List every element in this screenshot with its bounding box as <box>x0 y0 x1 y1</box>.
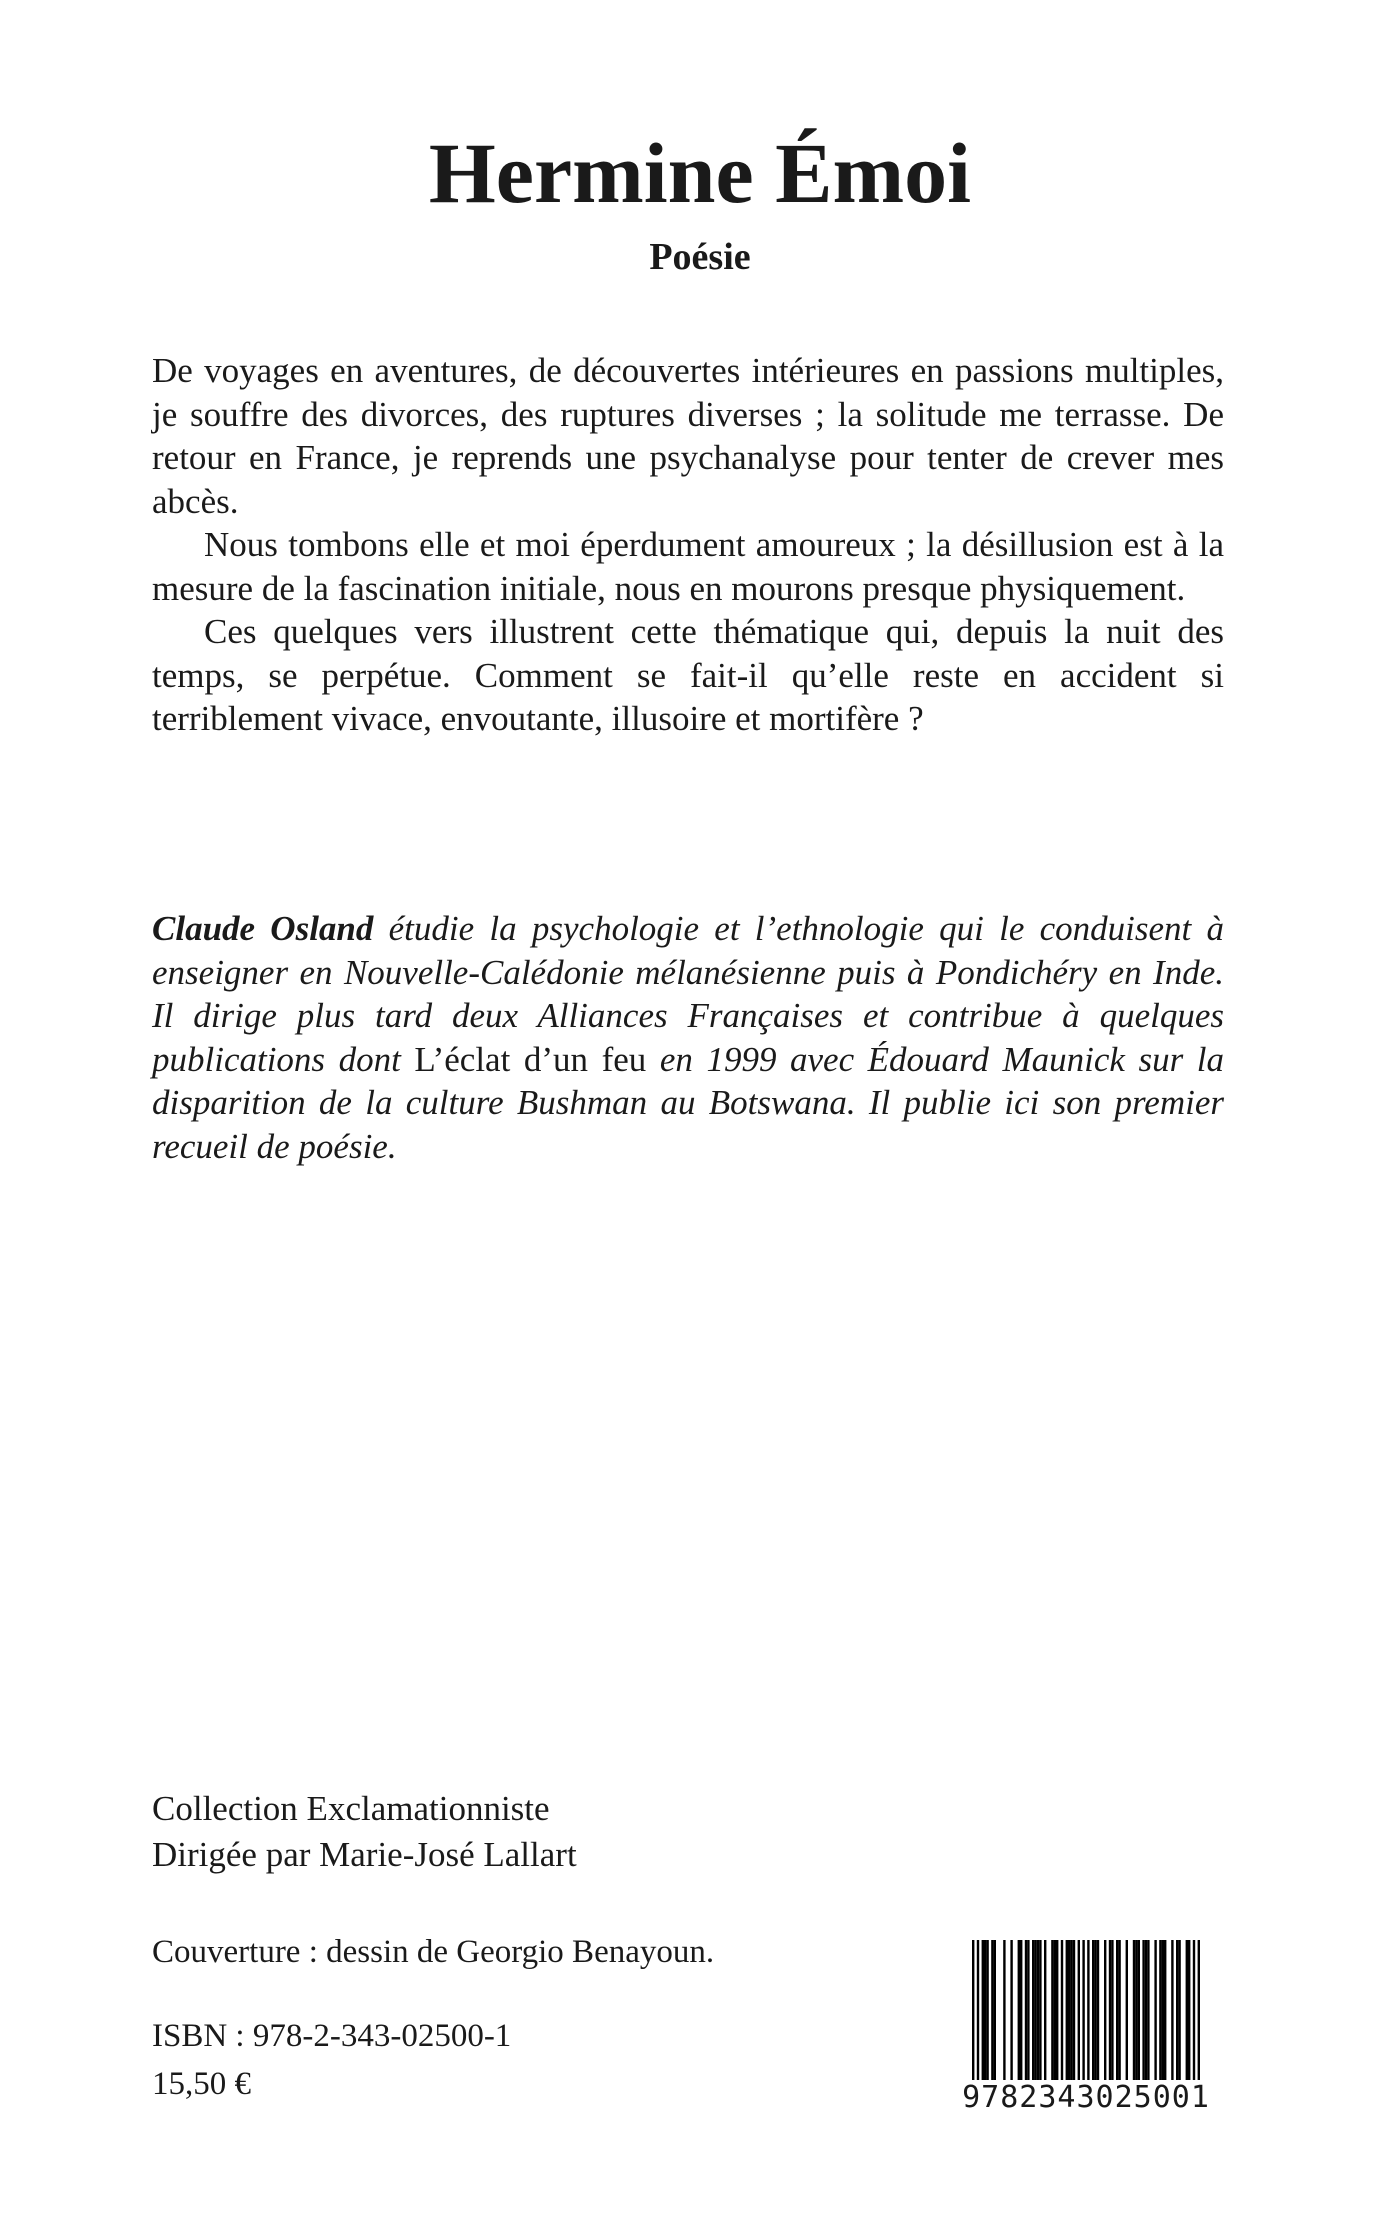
barcode-bar <box>1186 1940 1188 2080</box>
barcode-bar <box>1159 1940 1161 2080</box>
barcode-bar <box>1118 1940 1120 2080</box>
barcode-bar <box>1094 1940 1096 2080</box>
barcode-digits: 9782343025001 <box>962 2080 1210 2115</box>
barcode-bar <box>1097 1940 1099 2080</box>
barcode-bar <box>984 1940 986 2080</box>
author-name: Claude Osland <box>152 909 374 948</box>
barcode-bar <box>1044 1940 1046 2080</box>
barcode-bar <box>1010 1940 1012 2080</box>
barcode-bar <box>1154 1940 1156 2080</box>
cover-credit: Couverture : dessin de Georgio Benayoun. <box>152 1934 715 1970</box>
barcode-bar <box>1145 1940 1147 2080</box>
barcode-bar <box>991 1940 993 2080</box>
bio-text-part-2: en 1999 avec Édouard Maunick sur la disparition de la culture Bushman au Botswana. Il publie ici son premier recueil de poésie. <box>152 1039 1224 1166</box>
barcode-bar <box>1116 1940 1118 2080</box>
barcode-bar <box>1147 1940 1149 2080</box>
barcode-bar <box>1176 1940 1178 2080</box>
barcode-bar <box>1133 1940 1135 2080</box>
barcode-bar <box>1032 1940 1034 2080</box>
collection-name: Collection Exclamationniste <box>152 1789 550 1828</box>
barcode-bar <box>1054 1940 1056 2080</box>
barcode-bar <box>1068 1940 1070 2080</box>
barcode-bar <box>1111 1940 1113 2080</box>
barcode-bar <box>1066 1940 1068 2080</box>
barcode-bar <box>1025 1940 1027 2080</box>
barcode-bar <box>1092 1940 1094 2080</box>
barcode-bar <box>1037 1940 1039 2080</box>
referenced-book-title: L’éclat d’un feu <box>414 1039 647 1079</box>
barcode-bar <box>1171 1940 1173 2080</box>
barcode-bar <box>1198 1940 1200 2080</box>
barcode-bar <box>986 1940 988 2080</box>
barcode-bar <box>1193 1940 1195 2080</box>
barcode-bar <box>1034 1940 1036 2080</box>
isbn: ISBN : 978-2-343-02500-1 <box>152 2018 512 2054</box>
barcode-bars <box>956 1940 1216 2082</box>
description-paragraph: Nous tombons elle et moi éperdument amoureux ; la désillusion est à la mesure de la fascination initiale, nous en mourons presque physiquement. <box>152 525 1224 608</box>
barcode-bar <box>1070 1940 1072 2080</box>
description-paragraph: Ces quelques vers illustrent cette thématique qui, depuis la nuit des temps, se perpétue. Comment se fait-il qu’elle reste en accident si terriblement vivace, envoutante, illusoire et mortifère ? <box>152 612 1224 738</box>
back-cover-description <box>152 349 1224 741</box>
barcode-bar <box>1018 1940 1020 2080</box>
barcode-bar <box>1164 1940 1166 2080</box>
author-biography <box>152 907 1224 1168</box>
barcode-bar <box>1061 1940 1063 2080</box>
barcode-bar <box>994 1940 996 2080</box>
description-paragraph: De voyages en aventures, de découvertes intérieures en passions multiples, je souffre des divorces, des ruptures diverses ; la solitude me terrasse. De retour en France, je reprends une psychanalyse pour tenter de crever mes abcès. <box>152 351 1224 521</box>
barcode-bar <box>1135 1940 1137 2080</box>
barcode-bar <box>1051 1940 1053 2080</box>
barcode-bar <box>1104 1940 1106 2080</box>
barcode-bar <box>1087 1940 1089 2080</box>
barcode-bar <box>1138 1940 1140 2080</box>
barcode-bar <box>1003 1940 1005 2080</box>
barcode-bar <box>1109 1940 1111 2080</box>
collection-info <box>152 1786 577 1878</box>
barcode-bar <box>977 1940 979 2080</box>
bio-text-part-1: étudie la psychologie et l’ethnologie qui le conduisent à enseigner en Nouvelle-Calédonie mélanésienne puis à Pondichéry en Inde. Il dirige plus tard deux Alliances Françaises et contribue à quelques publications dont <box>152 909 1225 1079</box>
barcode-bar <box>1078 1940 1080 2080</box>
barcode-bar <box>1082 1940 1084 2080</box>
barcode-bar <box>1162 1940 1164 2080</box>
barcode-bar <box>1039 1940 1041 2080</box>
collection-director: Dirigée par Marie-José Lallart <box>152 1835 577 1874</box>
barcode-bar <box>1178 1940 1180 2080</box>
price: 15,50 € <box>152 2066 251 2102</box>
barcode-bar <box>1027 1940 1029 2080</box>
barcode-bar <box>1056 1940 1058 2080</box>
barcode-bar <box>982 1940 984 2080</box>
book-genre: Poésie <box>649 236 751 278</box>
barcode-bar <box>1073 1940 1075 2080</box>
isbn-barcode <box>956 1940 1216 2120</box>
barcode-bar <box>972 1940 974 2080</box>
barcode-bar <box>1142 1940 1144 2080</box>
barcode-bar <box>1020 1940 1022 2080</box>
barcode-bar <box>1188 1940 1190 2080</box>
barcode-bar <box>1126 1940 1128 2080</box>
book-title: Hermine Émoi <box>428 125 972 221</box>
